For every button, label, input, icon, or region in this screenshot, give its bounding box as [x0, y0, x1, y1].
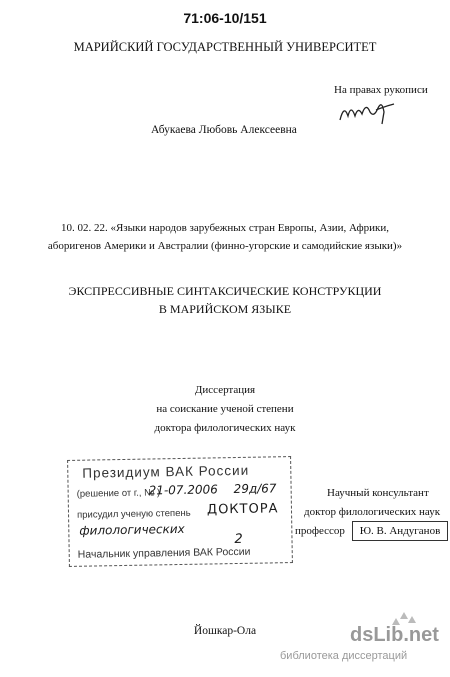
author-signature [336, 98, 396, 126]
stamp-handwritten-date: 21-07.2006 [148, 482, 218, 498]
city: Йошкар-Ола [193, 625, 257, 637]
vak-stamp [67, 456, 293, 567]
university-name: МАРИЙСКИЙ ГОСУДАРСТВЕННЫЙ УНИВЕРСИТЕТ [73, 40, 377, 54]
stamp-decision-line: (решение от г., № ) [76, 487, 161, 500]
consultant-title: профессор [295, 525, 345, 537]
reference-number: 71:06-10/151 [183, 10, 267, 26]
stamp-degree: ДОКТОРА [206, 501, 279, 518]
watermark-triangles-icon [392, 612, 422, 626]
manuscript-rights: На правах рукописи [334, 84, 428, 96]
consultant-degree: доктор филологических наук [304, 506, 441, 518]
stamp-handwritten-number: 29д/67 [233, 481, 277, 497]
stamp-chief-line: Начальник управления ВАК России [77, 545, 251, 561]
specialty-line-2: аборигенов Америки и Австралии (финно-угорские и самодийские языки)» [47, 240, 403, 252]
watermark-text: библиотека диссертаций [280, 650, 408, 662]
degree-name: доктора филологических наук [154, 422, 296, 434]
stamp-handwritten-field: филологических [79, 521, 185, 538]
watermark-logo: dsLib.net [350, 624, 439, 646]
dissertation-title-line-2: В МАРИЙСКОМ ЯЗЫКЕ [158, 302, 292, 316]
consultant-name: Ю. В. Андуганов [352, 521, 448, 541]
dissertation-label: Диссертация [194, 384, 256, 396]
author-name: Абукаева Любовь Алексеевна [151, 124, 297, 136]
stamp-awarded-line: присудил ученую степень [76, 507, 191, 521]
consultant-label: Научный консультант [327, 487, 429, 499]
stamp-header: Президиум ВАК России [82, 462, 250, 481]
specialty-line-1: 10. 02. 22. «Языки народов зарубежных стран Европы, Азии, Африки, [60, 222, 390, 234]
stamp-handwritten-mark: 2 [234, 531, 243, 548]
dissertation-title-line-1: ЭКСПРЕССИВНЫЕ СИНТАКСИЧЕСКИЕ КОНСТРУКЦИИ [68, 284, 382, 298]
degree-purpose: на соискание ученой степени [156, 403, 294, 415]
